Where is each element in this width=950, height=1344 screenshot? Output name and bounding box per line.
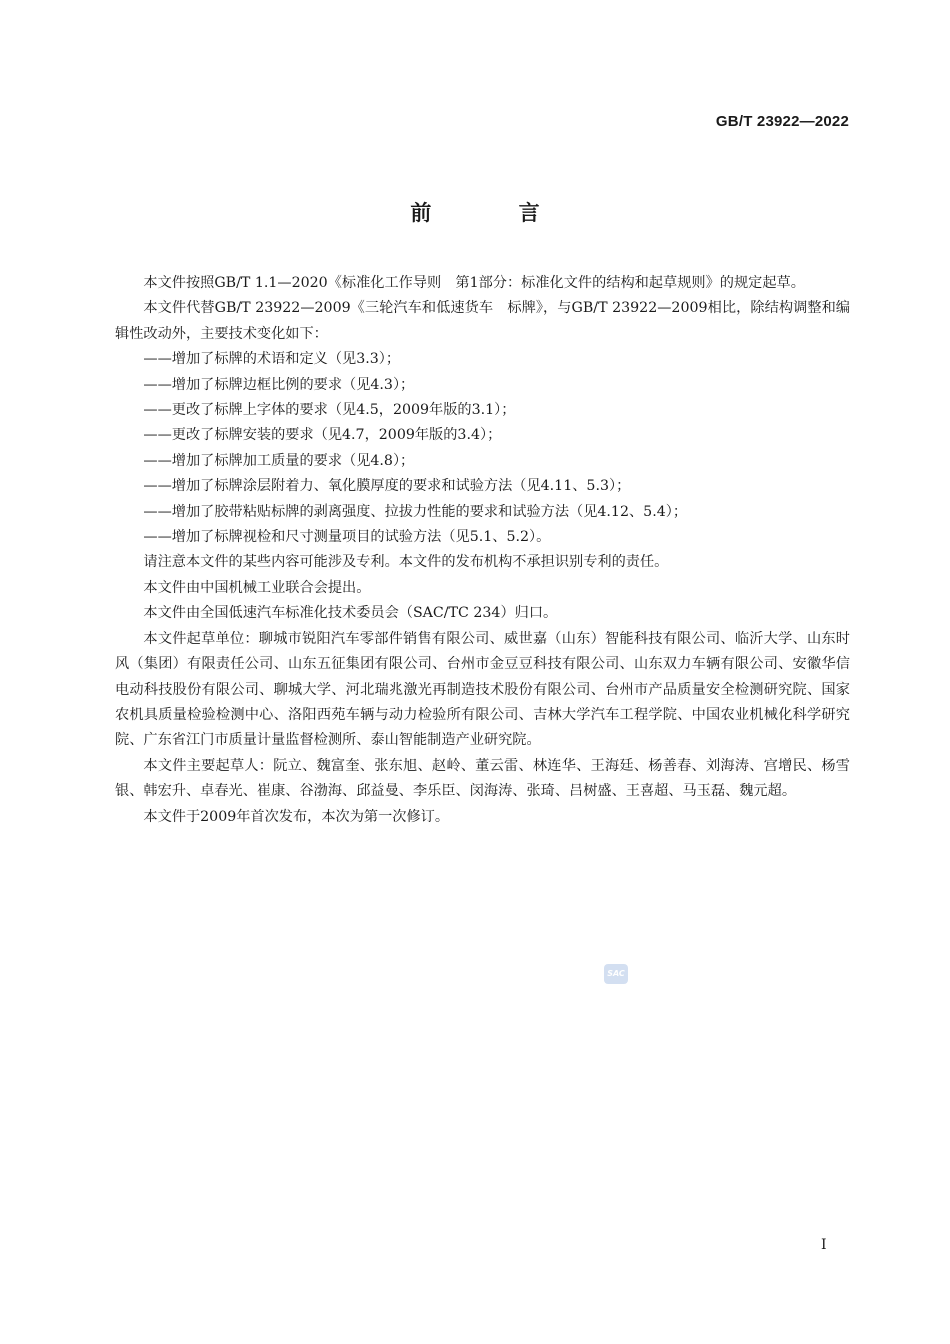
change-item: ——增加了标牌视检和尺寸测量项目的试验方法（见5.1、5.2）。 <box>143 529 551 546</box>
paragraph-proposer: 本文件由中国机械工业联合会提出。 <box>143 579 371 596</box>
sac-logo: SAC <box>604 964 628 984</box>
change-item: ——增加了标牌加工质量的要求（见4.8）； <box>143 452 415 469</box>
paragraph-publication-history: 本文件于2009年首次发布，本次为第一次修订。 <box>143 808 450 825</box>
page-number: I <box>821 1237 827 1253</box>
change-item: ——更改了标牌安装的要求（见4.7，2009年版的3.4）； <box>143 427 502 444</box>
document-code: GB/T 23922—2022 <box>715 113 849 130</box>
paragraph-drafters: 本文件主要起草人：阮立、魏富奎、张东旭、赵岭、董云雷、林连华、王海廷、杨善春、刘海涛、宫增民、杨雪银、韩宏升、卓春光、崔康、谷渤海、邱益曼、李乐臣、闵海涛、张琦、吕树盛、王喜超、马玉磊、魏元超。 <box>115 757 850 800</box>
change-item: ——增加了标牌涂层附着力、氧化膜厚度的要求和试验方法（见4.11、5.3）； <box>143 478 631 495</box>
paragraph-patent-notice: 请注意本文件的某些内容可能涉及专利。本文件的发布机构不承担识别专利的责任。 <box>143 554 669 571</box>
change-item: ——增加了标牌边框比例的要求（见4.3）； <box>143 376 415 393</box>
change-item: ——增加了标牌的术语和定义（见3.3）； <box>143 351 401 368</box>
paragraph-drafting-rules: 本文件按照GB/T 1.1—2020《标准化工作导则 第1部分：标准化文件的结构和起草规则》的规定起草。 <box>143 275 805 291</box>
change-item: ——更改了标牌上字体的要求（见4.5，2009年版的3.1）； <box>143 402 516 419</box>
change-item: ——增加了胶带粘贴标牌的剥离强度、拉拔力性能的要求和试验方法（见4.12、5.4）； <box>143 503 688 520</box>
page-title: 前 言 <box>410 201 580 225</box>
paragraph-drafting-units: 本文件起草单位：聊城市锐阳汽车零部件销售有限公司、威世嘉（山东）智能科技有限公司、临沂大学、山东时风（集团）有限责任公司、山东五征集团有限公司、台州市金豆豆科技有限公司、山东双力车辆有限公司、安徽华信电动科技股份有限公司、聊城大学、河北瑞兆激光再制造技术股份有限公司、台州市产品质量安全检测研究院、国家农机具质量检验检测中心、洛阳西苑车辆与动力检验所有限公司、吉林大学汽车工程学院、中国农业机械化科学研究院、广东省江门市质量计量监督检测所、泰山智能制造产业研究院。 <box>115 630 850 749</box>
paragraph-replacement: 本文件代替GB/T 23922—2009《三轮汽车和低速货车 标牌》，与GB/T 23922—2009相比，除结构调整和编辑性改动外，主要技术变化如下： <box>115 300 850 342</box>
paragraph-committee: 本文件由全国低速汽车标准化技术委员会（SAC/TC 234）归口。 <box>143 605 558 622</box>
foreword-body <box>115 271 850 830</box>
